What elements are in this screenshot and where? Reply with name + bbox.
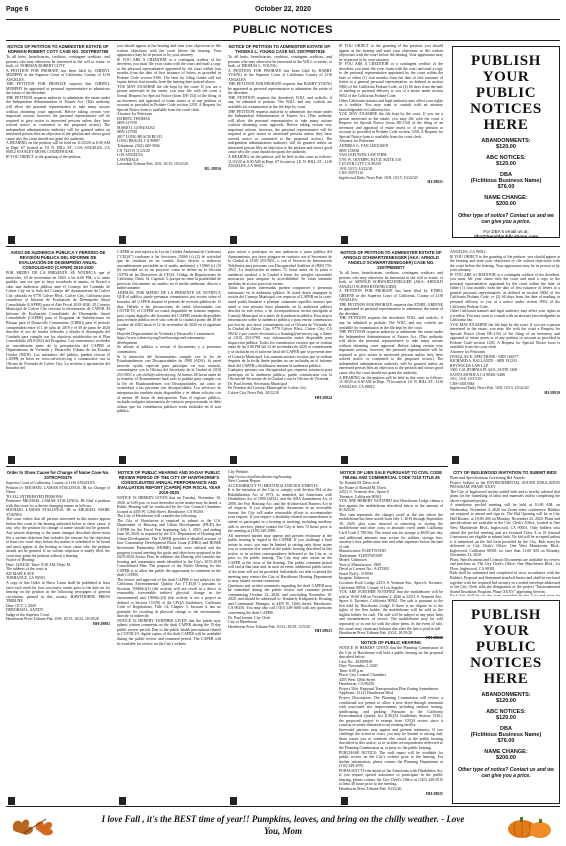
column-end-marker: [230, 797, 237, 805]
ad-price-dba: $76.00: [497, 738, 515, 744]
ad-price-abandonments: $120.00: [496, 698, 516, 704]
ad-label-name-change: NAME CHANGE:: [484, 195, 528, 201]
notice-title: Order to Show Cause for Change of Name Case No. 20TRCP00375: [6, 470, 110, 480]
ad-note: Other type of notice? Contact us and we can give you a price.: [458, 767, 554, 779]
column-end-marker: [230, 456, 237, 464]
notice-body: City Website: http://www.cityofhawthorne.org/housing New Content Report ACCESSIBILITY TO MEETINGS AND DOCUMENTS It is the intention of the City to comply with Section 504 of the Rehabilitation Act of 1973, as amended, the Americans with Disabilities Act of 1990 (ADA), and the ADA Amendment Act of 2008, the Fair Housing Act, and the Architectural Barriers Act in all respects. If you require public documents in an accessible format, the City will make reasonable efforts to accommodate your request. If you require a disability-related accommodation to attend or participate in a hearing or meeting, including auxiliary aids or services, please contact the City at least 72 hours prior to the meeting at (310) 349-2980. All interested parties may appear and present testimony at the public hearing in regard to the CAPER. If you challenge a final action in court, you may be limited to raising only those issues you or someone else raised at the public hearing described in this notice, or in written correspondence delivered to the City at, or prior to, the public hearing. The City may take action on the CAPER at the close of the hearing. The public comment period will end at that time and, in such an event, additional public notice of the item will not be provided. Individuals not able to attend the meeting may contact the City of Hawthorne Housing Department or may submit written comments. Questions and written comments regarding the draft CAPER may be submitted during the public review and comment period commencing October 22, 2020, and concluding November 10, 2020, and should be addressed to: Kimberly Kirkpatrick, Housing and Community Manager, at 4455 W. 126th Street, Hawthorne, CA 90250. You may also call (310) 349-1600 with any questions concerning the draft CAPER. Dr. Paul Jeremi, City Clerk City of Hawthorne Hawthorne Press Tribune Pub. 10/22, 10/29, 11/5/20: [228, 470, 332, 629]
column-end-marker: [341, 797, 348, 805]
page-header: [6, 4, 560, 18]
publish-notices-ad: [452, 46, 560, 238]
column-end-marker: [119, 456, 126, 464]
notice-estate-coty-cont: [117, 44, 221, 242]
notice-code: HH-28822: [425, 635, 443, 640]
notice-code: HL-28816: [204, 166, 221, 171]
notice-caper-spanish-cont2: [228, 250, 332, 462]
notice-body: To all heirs, beneficiaries, creditors, contingent creditors, and persons who may otherwise be interested in the will or estate, or both, of ARNOLD SCHWARTZENEGGER (AKA: ARNOLD ANGELO SCHWARTZENEGGER). A PETITION FOR PROBATE has been filed by ETHEL GREENE in the Superior Court of California, County of LOS ANGELES. THE PETITION FOR PROBATE requests that ETHEL GREENE be appointed as personal representative to administer the estate of the decedent. THE PETITION requests the decedent's WILL and codicils, if any, be admitted to probate. The WILL and any codicils are available for examination in the file kept by the court. THE PETITION requests authority to administer the estate under the Independent Administration of Estates Act. (This authority will allow the personal representative to take many actions without obtaining court approval. Before taking certain very important actions, however, the personal representative will be required to give notice to interested persons unless they have waived notice or consented to the proposed action.) The independent administration authority will be granted unless an interested person files an objection to the petition and shows good cause why the court should not grant the authority. A HEARING on the petition will be held in this court as follows: 11/30/20 at 8:30 AM in Dept. 79 located at 111 N. HILL ST., LOS ANGELES, CA 90012: [339, 271, 443, 389]
column-end-marker: [341, 236, 348, 244]
notice-title: NOTICE OF PETITION TO ADMINISTER ESTATE OF: THOMAS L. YOUNG CASE NO. 20STPB07818: [228, 44, 332, 54]
ad-label-abc: ABC NOTICES:: [486, 155, 526, 161]
notice-estate-coty: [6, 44, 110, 242]
ad-label-dba-sub: (Fictitious Business Name): [470, 732, 542, 738]
notice-body: Superior Court of California, County of LOS ANGELES Petition of: MICHAEL LAMAR STALLINGS, JR for Change of Name TO ALL INTERESTED PERSONS: Petitioner MICHAEL LAMAR STALLINGS, JR filed a petition with this court for a decree changing names as follows: MICHAEL LAMAR STALLINGS, JR to MICHAEL MARK YOUNES The court orders that all persons interested in this matter appear before this court at the hearing indicated below to show cause, if any, why the petition for change of name should not be granted. Any person objecting to the name changes described above must file a written objection that includes the reasons for the objection at least two court days before the matter is scheduled to be heard and must appear at the hearing to show cause why the petition should not be granted. If no written objection is timely filed, the court may grant the petition without a hearing. Notice of Hearing: Date: 12/04/20, Time: 8:30 AM, Dept. M The address of the court is 825 MAPLE AVE TORRANCE, CA 90503 A copy of this Order to Show Cause shall be published at least once each week for four successive weeks prior to the date set for hearing on the petition in the following newspaper of general circulation, printed in this county: HAWTHORNE PRESS TRIBUNE Date: OCT 1, 2020 DEBORAH L. SANDY Judge of the Superior Court Hawthorne Press Tribune Pub. 10/8, 10/15, 10/22, 10/29/20: [6, 481, 110, 622]
footer-message: I love Fall , it's the BEST time of year!! Pumpkins, leaves, and bring on the chilly weather. - Love You, Mom: [101, 814, 465, 836]
page-number: Page 6: [6, 6, 29, 13]
column-end-marker: [8, 797, 15, 805]
notice-code: HH-28823: [314, 629, 332, 634]
ad-headline: PUBLISH YOUR PUBLIC NOTICES HERE: [470, 53, 542, 133]
column-end-marker: [119, 797, 126, 805]
column-end-marker: [452, 456, 459, 464]
notice-inglewood-bids: [450, 470, 560, 596]
notice-body: To all heirs, beneficiaries, creditors, contingent creditors, and persons who may otherwise be interested in the WILL or estate, or both, of THOMAS L. YOUNG. A PETITION FOR PROBATE has been filed by BARRY YOUNG in the Superior Court of California, County of LOS ANGELES. THE PETITION FOR PROBATE requests that BARRY YOUNG be appointed as personal representative to administer the estate of the decedent. THE PETITION requests the decedent's WILL and codicils, if any, be admitted to probate. The WILL and any codicils are available for examination in the file kept by court. THE PETITION requests authority to administer the estate under the Independent Administration of Estates Act. (This authority will allow the personal representative to take many actions without obtaining court approval. Before taking certain very important actions, however, the personal representative will be required to give notice to interested persons unless they have waived notice or consented to the proposed action.) The independent administration authority will be granted unless an interested person files an objection to the petition and shows good cause why the court should not grant the authority. A HEARING on the petition will be held in this court as follows: 11/23/20 at 8:30 AM in Dept. 67 located at 111 N. HILL ST., LOS ANGELES, CA 90012: [228, 55, 332, 169]
notice-estate-young: [228, 44, 332, 242]
notice-title: NOTICE OF PETITION TO ADMINISTER ESTATE OF NORMAN ROBERT COTY CASE NO. 20STPB07789: [7, 44, 109, 54]
notice-title: NOTICE OF LIEN SALE PURSUANT TO CIVIL CODE 798.56a AND COMMERCIAL CODE 7210 TITLE 25: [339, 470, 443, 480]
ad-dba-email-label: For DBA's email us at:: [483, 229, 529, 234]
ad-label-abc: ABC NOTICES:: [486, 709, 526, 715]
notice-body: NOTICE IS HEREBY GIVEN that the Planning Commission of the City of Hawthorne will hold a public hearing on the proposal described below: Case No.: 2020PH38 Date: November 4, 2020 Time: 6:00 p.m. Place: City Council Chambers 4455 West 126th Street Hawthorne, CA 90250 Project Title: Regional Transportation Plan Zoning Amendment Applicant: 12121 Hawthorne Blvd. Project Description: The Planning Commission will review a conditional use permit to allow a new drive-through restaurant with associated site improvements including outdoor seating, landscaping, and parking. Pursuant to the California Environmental Quality Act (CEQA) Guidelines Section 15301, the proposed project is exempt from CEQA review since it consists of minor alteration to an existing facility. Interested persons may appear and present testimony. If you challenge the action in court, you may be limited to raising only those issues you or someone else raised at the public hearing described in this notice, or in written correspondence delivered to the Planning Commission at, or prior to, the public hearing. PURCHASE NOTICE: The staff report will be available for public review on the City's website prior to the hearing. For further information, please contact the Planning Department at (310) 349-2970. PURSUANT TO the intent of the Americans with Disabilities Act, if you require special assistance to participate in the public hearing, please contact the City Clerk's Office at (310) 349-2915 at least 48 hours prior to the meeting. Hawthorne Press Tribune Pub. 10/22/20: [339, 646, 443, 791]
column-end-marker: [119, 236, 126, 244]
notice-body: IF YOU OBJECT to the granting of the petition, you should appear at the hearing and state your objections or file written objections with the court before the hearing. Your appearance may be in person or by your attorney. IF YOU ARE A CREDITOR or a contingent creditor of the decedent, you must file your claim with the court and mail a copy to the personal representative appointed by the court within the later of either (1) four months from the date of first issuance of letters to a general personal representative, as defined in section 58(b) of the California Probate Code, or (2) 60 days from the date of mailing or personal delivery to you of a notice under section 9052 of the California Probate Code. Other California statutes and legal authority may affect your rights as a creditor. You may want to consult with an attorney knowledgeable in California law. YOU MAY EXAMINE the file kept by the court. If you are a person interested in the estate, you may file with the court a Request for Special Notice (form DE-154) of the filing of an inventory and appraisal of estate assets or of any petition or account as provided in Probate Code section 1250. A Request for Special Notice form is available from the court clerk. Attorney for Petitioner ANDREA G. VAN LEEUWEN SBN 153836 VAN LEEUWEN LAW FIRM 5701 W. OLYMPIC BLVD. SUITE 310 CULVER CITY CA 90230 10/8, 10/15, 10/22/20 CNS-3397111# Ingelwood Daily News Pub. 10/8, 10/15, 10/22/20: [339, 44, 443, 180]
footer-message-box: [6, 809, 560, 841]
ad-note: Other type of notice? Contact us and we can give you a price.: [458, 213, 554, 225]
notice-code: HH-28824: [314, 395, 332, 400]
ad-label-abandonments: ABANDONMENTS:: [481, 692, 531, 698]
notice-body: ANGELES, CA 90012 IF YOU OBJECT to the granting of the petition, you should appear at the hearing and state your objections or file written objections with the court before the hearing. Your appearance may be in person or by your attorney. IF YOU ARE A CREDITOR or a contingent creditor of the decedent, you must file your claim with the court and mail a copy to the personal representative appointed by the court within the later of either (1) four months from the date of first issuance of letters to a general personal representative, as defined in section 58(b) of the California Probate Code, or (2) 60 days from the date of mailing or personal delivery to you of a notice under section 9052 of the California Probate Code. Other California statutes and legal authority may affect your rights as a creditor. You may want to consult with an attorney knowledgeable in California law. YOU MAY EXAMINE the file kept by the court. If you are a person interested in the estate, you may file with the court a Request for Special Notice (form DE-154) of the filing of an inventory and appraisal of estate assets or of any petition or account as provided in Probate Code section 1250. A Request for Special Notice form is available from the court clerk. Attorney for Petitioner DOUGLAS K. SPECTRINE - SBN 166377 RICHARD A. BALLANTE - SBN 191253 REYNOLDS LAW LLP 1901 CALIFORNIA PLAZA, SUITE 1400 SANTA MONICA CA 90401-3406 10/1, 10/8, 10/15/20 CNS-3401394# Ingelwood Daily News Pub. 10/8, 10/15, 10/22/20: [450, 250, 560, 391]
notice-title: AVISO DE AUDIENCIA PÚBLICA Y PERÍODO DE REVISIÓN PÚBLICA DEL INFORME DE EVALUACIÓN DE DESEMPEÑO ANUAL CONSOLIDADO (CAPER) 2019-2020: [10, 250, 106, 270]
notice-caper-spanish: [6, 250, 110, 462]
notice-body: To all heirs, beneficiaries, creditors, contingent creditors, and persons who may otherwise be interested in the will or estate, or both, of: NORMAN ROBERT COTY A PETITION FOR PROBATE has been filed by CHERYL MURPHY in the Superior Court of California, County of LOS ANGELES. THE PETITION FOR PROBATE requests that CHERYL MURPHY be appointed as personal representative to administer the estate of the decedent. THE PETITION requests authority to administer the estate under the Independent Administration of Estates Act. (This authority will allow the personal representative to take many actions without obtaining court approval. Before taking certain very important actions, however, the personal representative will be required to give notice to interested persons unless they have waived notice or consented to the proposed action.) The independent administration authority will be granted unless an interested person files an objection to the petition and shows good cause why the court should not grant the authority. A HEARING on the petition will be held on 11/23/20 at 8:30 AM in Dept. 67 located at 111 N. HILL ST., LOS ANGELES, CA 90012 STANLEY MOSK COURTHOUSE. IF YOU OBJECT to the granting of the petition,: [6, 55, 110, 160]
column-end-marker: [8, 236, 15, 244]
ad-label-abandonments: ABANDONMENTS:: [481, 138, 531, 144]
footer-rule: [6, 806, 560, 807]
notice-estate-schwartzenegger-cont: [450, 250, 560, 462]
notice-body: CAPER se está sujeta a la Ley de Calidad Ambiental de California ("CEQA") conforme a las Secciones 15060 (c) (2) de actividad que no resultará en un cambio físico directo o indirecto razonablemente previsible en el medio ambiente) y 15060 (c) (3) (la actividad no es un proyecto como se define en la Sección 15378) de las Directrices de CEQA, Código de Regulaciones de California, Título 14, Capítulo 3, porque no tiene la posibilidad de provocar físicamente un cambio en el medio ambiente, directa o indirectamente. ADEMÁS, POR MEDIO DE LA PRESENTE SE NOTIFICA QUE el público puede presentar comentarios por escrito sobre el borrador del CAPER durante el periodo de revisión pública de 15 días. Debido a las precauciones de salud relacionadas con COVID-19, el CAPER no estará disponible en formato impreso, pero copias digitales del borrador del CAPER estarán disponibles para revisión pública en el sitio web de la ciudad a partir del 28 de octubre de 2020 hasta el 12 de noviembre de 2020 en el siguiente lugar: Hoja del Departamento de Vivienda y Desarrollo Comunitario: https://www.culvercity.org/live/housing-and-community-development Se alienta al público a revisar el documento y a presentar comentarios. Si la intención del Ayuntamiento cumplir con la ley de Estadounidenses con Discapacidades de 1990 (ADA). Si usted necesita ayuda especial para participar en esta reunión, comuníquese con la Oficina del Secretario de la Ciudad al (310) 253-5851 o city.clerk@culvercity.org. Al menos 48 horas antes de la reunión, el Ayuntamiento hará todo lo posible para cumplir con la ley de Estadounidenses con Discapacidades, así como se acomodará a las personas con discapacidades. Los servicios de interpretación también están disponibles y se deben solicitar con al menos 48 horas de anticipación. Para el registro público, incluida cualquier información de contacto proporcionada, se debe aclarar que los comentarios públicos serán incluidos en el acta pública.: [117, 250, 221, 414]
section-banner: PUBLIC NOTICES: [233, 24, 333, 36]
ad-price-abc: $120.00: [496, 715, 516, 721]
notice-caper-spanish-cont: [117, 250, 221, 462]
pumpkin-icon: [500, 811, 560, 839]
row-divider: [6, 466, 448, 467]
issue-date: October 22, 2020: [254, 6, 312, 13]
notice-body: NOTICE IS HEREBY GIVEN that on Tuesday, November 10, 2020, at 6:00 p.m. or soon thereafter as the matter may be heard, a Public Hearing will be conducted by the City Council Chambers located at 4455 W. 126th Street, Hawthorne, CA 90250. The City of Hawthorne will consider the following: The City of Hawthorne is required to submit to the U.S. Department of Housing and Urban Development (HUD) the CAPER for the Fiscal Year beginning July 1, 2019, and ending June 30, 2020, as required by the U.S. Department of Housing and Urban Development. The CAPER provides a detailed account of how Community Development Block Grant (CDBG) and HOME Investment Partnership (HOME) funds were utilized and the progress toward meeting the goals and objectives proposed in the 2019-2020 Action Plan. In addition, the Hearing will consider the housing and community needs identified in the City's 2015-2019 Consolidated Plan. The purpose of the Public Hearing for the CAPER is to allow the public the opportunity to comment on the draft CAPER. The review and approval of the draft CAPER is not subject to the California Environmental Quality Act ("CEQA") pursuant to Sections 15060(c)(2) (the activity will not result in a direct or reasonably foreseeable indirect physical change in the environment) and 15060(c)(3) (the activity is not a project as defined in Section 15378) of the CEQA Guidelines, California Code of Regulations, Title 14, Chapter 3, because it has no potential for resulting in physical change to the environment, directly or indirectly. NOTICE IS HEREBY FURTHER GIVEN that the public may submit written comments on the draft CAPER during the 15-day public review period. Due to the public health precautions related to COVID-19, digital copies of the draft CAPER will be available during the public review and comment period. The CAPER will be available for review on the City's website.: [117, 496, 221, 646]
notice-code: HH-28825: [425, 791, 443, 796]
notice-body: Plans and Specifications Governing Bid Awards Project Subject to the ENVIRONMENTAL SOUND INSULATION PROGRAM, PHASE XXXV The City of Inglewood invites sealed bids and is hereby advised that plans for the furnishing of labor and materials and/or completing the above captioned project. A mandatory pre-bid meeting will be held at 10:00 AM. on Wednesday, November 4, 2020 via Zoom video conference. Bidders are required to attend and sign in. The Bid Opening will be at City Hall Rooms, at 10:00 AM on Monday, November 23, 2020. Plans and specifications are available at the City Clerk's Office, located at One West Manchester Blvd., Inglewood, CA 90301. Only bidders who attend the pre-bid meeting and are licensed Class A or B General Contractors are eligible to submit bids. No bid will be accepted unless it is submitted on the bid form provided by the City. Bids must be delivered to City Clerk's Office, One West Manchester Blvd., Inglewood, California 90301, no later than 11:00 AM on Monday, November 23, 2020. Plans, Specifications and Contract Documents are available for review and purchase at: The City Clerk's Office, One Manchester Blvd., 1st Floor, Inglewood, CA 90301. Bids shall be submitted and completed in strict accordance with the Bidder's Proposal and Statement attached hereto and shall be enclosed together with the required bid security in a sealed envelope addressed to the City Clerk with the designation of the project "Environmental Sound Insulation Program, Phase XXXV" appearing thereon.: [450, 476, 560, 594]
autumn-leaves-icon: [6, 811, 66, 839]
notice-title: NOTICE OF PUBLIC HEARING AND 30-DAY PUBLIC REVIEW PERIOD OF THE CITY OF HAWTHORNE'S CONSOLIDATED ANNUAL PERFORMANCE AND EVALUATION REPORT (CAPER) FOR FISCAL YEAR 2019-2020: [117, 470, 221, 495]
notice-code: HH-28802: [92, 621, 110, 626]
notice-title: NOTICE OF PUBLIC HEARING: [360, 640, 422, 645]
notice-body: para asistir o participar en una audiencia o junta pública del Ayuntamiento, por favor póngase en contacto con el Secretario de la Ciudad al (310) 253-5851, o con el Servicio de Información Telefónica para personas con Discapacidad Auditiva al (800) 735-2922. La notificación al menos 72 horas antes de la junta o audiencia ayudará a la Ciudad a hacer los arreglos razonables necesarios para asegurar la accesibilidad. Se están tomando medidas de acceso para este evento. Todas las partes interesadas pueden comparecer y presentar testimonio en la audiencia pública. Si usted desea impugnar la acción del Consejo Municipal con respecto al CAPER en la corte, usted podrá limitarse a plantear solamente aquellos asuntos que usted u otra persona haya planteado en la audiencia pública descrita en este aviso, o en correspondencia escrita entregada al Consejo Municipal en o antes de la audiencia pública. Para mayor información sobre la audiencia pública o para enviar comentarios por escrito, por favor comuníquese con la Oficina de Vivienda de la Ciudad de Culver City, 9770 Culver Blvd., Culver City, CA 90232 o por correo electrónico a housing@culvercity.org, o llame al (310) 253-5780, esta información estará disponible para inspección pública. Todos los comentarios escritos que se reciban antes de las 5:00 PM del 12 de noviembre de 2020 se considerarán y se incluirán en el informe final del CAPER que se presente ante el Consejo Municipal. Las comunicaciones escritas que se reciban después de la fecha límite pueden no ser incluidas en el informe final del CAPER o distribuirse durante la audiencia pública. Cualquier persona con discapacidad que requiera asistencia para participar en la audiencia pública, puede comunicarse con la Oficina del Secretario de la Ciudad o con la Oficina de Vivienda. Dr. Paul Jeremi, Secretario Municipal En Nombre del Consejo Municipal de Culver City Culver City News Pub. 10/22/20: [228, 250, 332, 395]
ad-label-name-change: NAME CHANGE:: [484, 749, 528, 755]
notice-title: NOTICE OF PETITION TO ADMINISTER ESTATE OF ARNOLD SCHWARTZENEGGER (AKA: ARNOLD ANGELO SCHWARTZENEGGER) CASE NO. 20STPB08077: [340, 250, 442, 270]
notice-name-change: [6, 470, 110, 804]
column-end-marker: [341, 456, 348, 464]
banner-rule: [6, 40, 560, 41]
notice-code: HI-28821: [427, 180, 443, 185]
notice-body: POR MEDIO DE LA PRESENTE SE NOTIFICA que el miércoles, 18 de noviembre de 2020, a las 6:00 PM, o lo antes posible, una vez que se haya escuchado el asunto, se llevará a cabo una audiencia pública ante el Consejo del Condado de Culver City en la Sala del Consejo del Ayuntamiento de Culver City, ubicada en 9770 Culver Blvd., Culver City, California para considerar el Informe de Evaluación de Desempeño Anual Consolidado (CAPER) para el Año Fiscal 2019-2020. El Consejo Municipal de Culver City revisará la información de CAPER. El Informe de Evaluación Consolidado de Desempeño Anual Consolidado (CAPER) para el Programa de Subvenciones en Bloque para el Desarrollo Comunitario (CDBG) para el período comprendido entre el 1 de julio de 2019 y el 30 de junio de 2020 describe el uso de fondos federales y detalla el desempeño del Condado para cumplir con los objetivos establecidos en el Plan Consolidado 2018-2023 del Programa. Los comentarios recibidos se considerarán antes de la presentación del CAPER al Departamento de Vivienda y Desarrollo Urbano de los Estados Unidos (HUD). Los miembros del público pueden revisar el CAPER en línea en www.culvercity.org o comunicarse con la Oficina de Vivienda de Culver City. La revisión y aprobación del borrador del: [6, 271, 110, 371]
ad-label-dba: DBA: [500, 726, 512, 732]
column-end-marker: [8, 456, 15, 464]
ad-price-name-change: $200.00: [496, 755, 516, 761]
row-divider: [6, 246, 560, 247]
ad-price-abc: $120.00: [496, 161, 516, 167]
column-end-marker: [230, 236, 237, 244]
notice-body: you should appear at the hearing and state your objections or file written objections with the court before the hearing. Your appearance may be in person or by your attorney. IF YOU ARE A CREDITOR or a contingent creditor of the decedent, you must file your claim with the court and mail a copy to the personal representative appointed by the court within four months from the date of first issuance of letters as provided in Probate Code section 9100. The time for filing claims will not expire before four months from the hearing date noticed above. YOU MAY EXAMINE the file kept by the court. If you are a person interested in the estate, you may file with the court a formal Request for Special Notice (form DE-154) of the filing of an inventory and appraisal of estate assets or of any petition or account as provided in Probate Code section 1250. A Request for Special Notice form is available from the court clerk. Attorney for Petitioner DARRYL THOMAS SBN 217910 MARIO I. GONZALEZ SBN 127930 4817 LONG BEACH BLVD. LONG BEACH, CA 90807 Telephone: (562) 428-3566 CN 742515 11/23/20 LOS ANGELES LAWNDALE Lawndale Tribune Pub. 10/8, 10/15, 10/22/20: [117, 44, 221, 167]
ad-label-dba-sub: (Fictitious Business Name): [470, 178, 542, 184]
notice-hawthorne-caper-cont: [228, 470, 332, 804]
notice-title: CITY OF INGLEWOOD INVITATION TO SUBMIT BIDS: [453, 470, 557, 475]
ad-price-abandonments: $120.00: [496, 144, 516, 150]
ad-headline: PUBLISH YOUR PUBLIC NOTICES HERE: [470, 607, 542, 687]
notice-code: HI-28819: [544, 390, 560, 395]
notice-divider: [339, 637, 443, 638]
ad-label-dba: DBA: [500, 172, 512, 178]
header-rule: [6, 19, 560, 20]
notice-estate-young-cont: [339, 44, 443, 242]
notice-estate-schwartzenegger: [339, 250, 443, 462]
ad-dba-email[interactable]: dba@heraldpublications.com: [473, 234, 539, 239]
notice-hawthorne-caper: [117, 470, 221, 804]
notice-public-hearing: [339, 640, 443, 804]
ad-price-dba: $76.00: [497, 184, 515, 190]
ad-price-name-change: $200.00: [496, 201, 516, 207]
notice-body: To: Ronald M. Davis et al. the Estate of Ronald M. Davis 22511 S. Vermont Ave., Space 6 Torrance, California 90502 YOU ARE HEREBY NOTIFIED that Hawthorne Lodge claims a lien against the mobilehome described below in the amount of $1,820.00. This sum represents the charges owed at the site where the mobilehome has been stored from July 1, 2019 through September 30, 2020, plus costs incurred in removing or storing the mobilehome and other costs or amounts owed under California Civil Code § 798.56a. The rental rate for storage is $8.00 per day, and additional amounts may accrue for utilities, storage fees, attorney's fees, publication fees and other expenses before the date of sale. Manufacturer: FLEETWOOD Tradename: FLEETWOOD Model: Unknown Year of Manufacture: 1969 Decal or License No.: AAT3302 Serial No(s).: 319050 Insignia: Unknown Location: Koch Lodge, 22511 S. Vermont Ave., Space 6, Torrance, California 90502, County of Los Angeles YOU ARE FURTHER NOTIFIED that the mobilehome will be sold at 10:00 AM on November 2, 2020 at 22511 S. Vermont Ave., Space 6, Torrance, California 90502. The sale is pursuant to the lien held by Hawthorne Lodge. If there is no dispute as to the rights of the lien holder, the mobilehome will be sold to the highest bidder for cash. The sale will be subject to any prior liens and encumbrances of record. The mobilehome may be sold separately or in one lot with the other items. In the event of sale, the owner may claim any balance due after the lien is paid in full. Hawthorne Press Tribune Pub. 10/22, 10/29/20: [339, 481, 443, 636]
publish-notices-ad-bottom: [452, 600, 560, 804]
